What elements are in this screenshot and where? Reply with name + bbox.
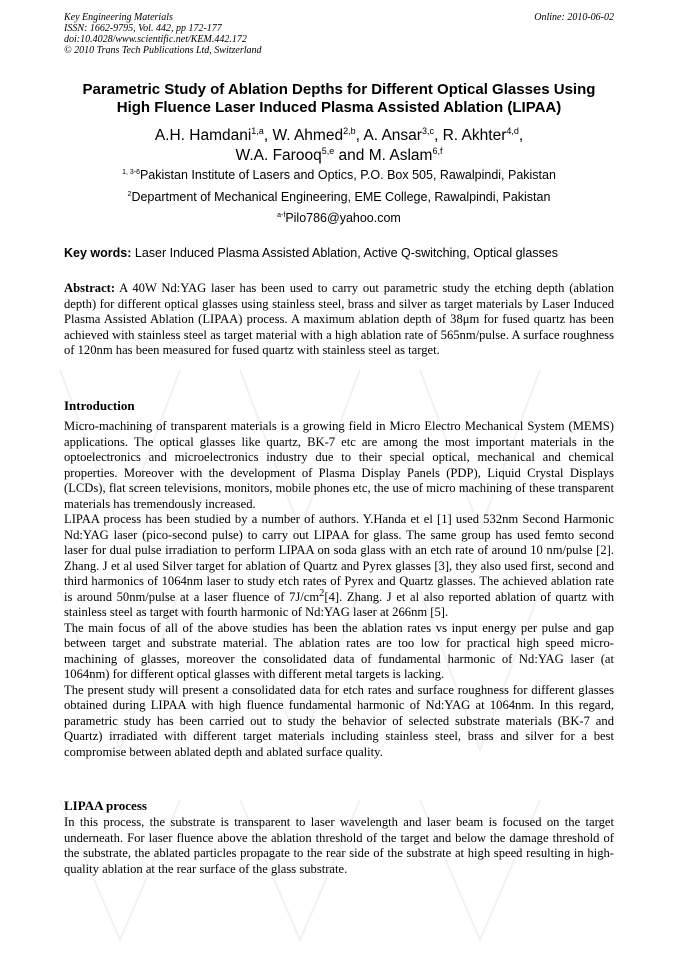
abstract-label: Abstract:: [64, 281, 116, 295]
abstract: [64, 281, 614, 359]
lipaa-paragraph-1: In this process, the substrate is transparent to laser wavelength and laser beam is focused on the target underneath. For laser fluence above the ablation threshold of the target and below the damage threshold of the substrate, the ablated particles propagate to the rear side of the substrate at high speed resulting in high-quality ablation at the rear surface of the glass substrate.: [64, 815, 614, 876]
keywords-text: Laser Induced Plasma Assisted Ablation, Active Q-switching, Optical glasses: [131, 246, 558, 260]
paper-title: [40, 81, 638, 117]
author-name: M. Aslam: [368, 147, 433, 164]
author-affiliation-marker: 6,f: [432, 145, 443, 156]
issn-line: ISSN: 1662-9795, Vol. 442, pp 172-177: [64, 23, 222, 34]
title-line-1: Parametric Study of Ablation Depths for Different Optical Glasses Using: [82, 81, 596, 98]
author-separator: ,: [518, 127, 524, 144]
keywords: [64, 246, 614, 261]
author-separator: ,: [433, 127, 443, 144]
author-separator: and: [334, 147, 369, 164]
journal-name: Key Engineering Materials: [64, 12, 173, 23]
author-affiliation-marker: 2,b: [343, 125, 356, 136]
author-affiliation-marker: 1,a: [251, 125, 264, 136]
lipaa-body: [64, 815, 614, 877]
affiliation-2: [40, 190, 638, 205]
abstract-text: A 40W Nd:YAG laser has been used to carry out parametric study the etching depth (ablation depth) for different optical glasses using stainless steel, brass and silver as target materials by Laser Induced Plasma Assisted Ablation (LIPAA) process. A maximum ablation depth of 38μm for fused quartz has been achieved with stainless steel as target material with a high ablation rate of 565nm/pulse. A surface roughness of 120nm has been measured for fused quartz with stainless steel as target.: [64, 281, 614, 357]
author-name: A.H. Hamdani: [154, 127, 252, 144]
introduction-body: [64, 419, 614, 760]
author-separator: ,: [263, 127, 273, 144]
author-affiliation-marker: 4,d: [506, 125, 519, 136]
affiliation-text: Pakistan Institute of Lasers and Optics, P.O. Box 505, Rawalpindi, Pakistan: [139, 168, 556, 182]
intro-paragraph-2-text: LIPAA process has been studied by a number of authors. Y.Handa et el [1] used 532nm Second Harmonic Nd:YAG laser (pico-second pulse) to carry out LIPAA for glass. The same group has used femto second laser for dual pulse irradiation to perform LIPAA on soda glass with an etch rate of around 10 nm/pulse [2]. Zhang. J et al used Silver target for ablation of Quartz and Pyrex glasses [3], they also used first, second and third harmonics of 1064nm laser to study etch rates of Pyrex and Quartz glasses. The achieved ablation rate is around 50nm/pulse at a laser fluence of 7J/cm: [64, 512, 614, 604]
affiliation-text: Department of Mechanical Engineering, EME College, Rawalpindi, Pakistan: [131, 190, 551, 204]
intro-paragraph-4: The present study will present a consolidated data for etch rates and surface roughness for different glasses obtained during LIPAA with high fluence fundamental harmonic of Nd:YAG at 1064nm. In this regard, parametric study has been carried out to study the behavior of selected substrate materials (BK-7 and Quartz) irradiated with different target materials including stainless steel, brass and silver for a best compromise between ablated depth and ablated surface quality.: [64, 682, 614, 759]
introduction-heading: Introduction: [64, 398, 135, 413]
author-name: R. Akhter: [442, 127, 507, 144]
online-date: Online: 2010-06-02: [534, 12, 614, 23]
author-name: A. Ansar: [363, 127, 422, 144]
author-affiliation-marker: 5,e: [321, 145, 335, 156]
author-name: W.A. Farooq: [235, 147, 322, 164]
email-text: Pilo786@yahoo.com: [285, 211, 401, 225]
affiliation-1: [40, 168, 638, 183]
affiliation-marker: 2: [127, 190, 132, 198]
superscript: 2: [319, 587, 325, 599]
intro-paragraph-3: The main focus of all of the above studies has been the ablation rates vs input energy per pulse and gap between target and substrate material. The ablation rates are too low for practical high speed micro-machining of glasses, moreover the consolidated data of fundamental harmonic of Nd:YAG laser (at 1064nm) for different optical glasses with different metal targets is lacking.: [64, 620, 614, 681]
lipaa-heading: LIPAA process: [64, 798, 147, 813]
doi-line: doi:10.4028/www.scientific.net/KEM.442.172: [64, 34, 247, 45]
keywords-label: Key words:: [64, 246, 132, 260]
intro-paragraph-2: [64, 512, 614, 621]
author-name: W. Ahmed: [272, 127, 344, 144]
author-separator: ,: [355, 127, 364, 144]
intro-paragraph-2-end: [4]. Zhang. J et al also reported ablation of quartz with stainless steel as target with fourth harmonic of Nd:YAG laser at 266nm [5].: [64, 589, 614, 619]
affiliation-marker: a-f: [277, 211, 286, 219]
intro-paragraph-1: Micro-machining of transparent materials is a growing field in Micro Electro Mechanical System (MEMS) applications. The optical glasses like quartz, BK-7 etc are among the most important materials in the optoelectronics and microelectronics industry due to their special optical, mechanical and chemical properties. Moreover with the development of Plasma Display Panels (PDP), Liquid Crystal Displays (LCDs), flat screen televisions, monitors, mobile phones etc, the use of micro machining of these transparent materials has tremendously increased.: [64, 419, 614, 511]
journal-header: [64, 12, 262, 56]
title-line-2: High Fluence Laser Induced Plasma Assisted Ablation (LIPAA): [116, 99, 562, 116]
author-list: [40, 126, 638, 166]
affiliation-marker: 1, 3-6: [122, 168, 140, 176]
contact-email: [40, 211, 638, 226]
copyright-line: © 2010 Trans Tech Publications Ltd, Switzerland: [64, 45, 262, 56]
author-affiliation-marker: 3,c: [421, 125, 434, 136]
